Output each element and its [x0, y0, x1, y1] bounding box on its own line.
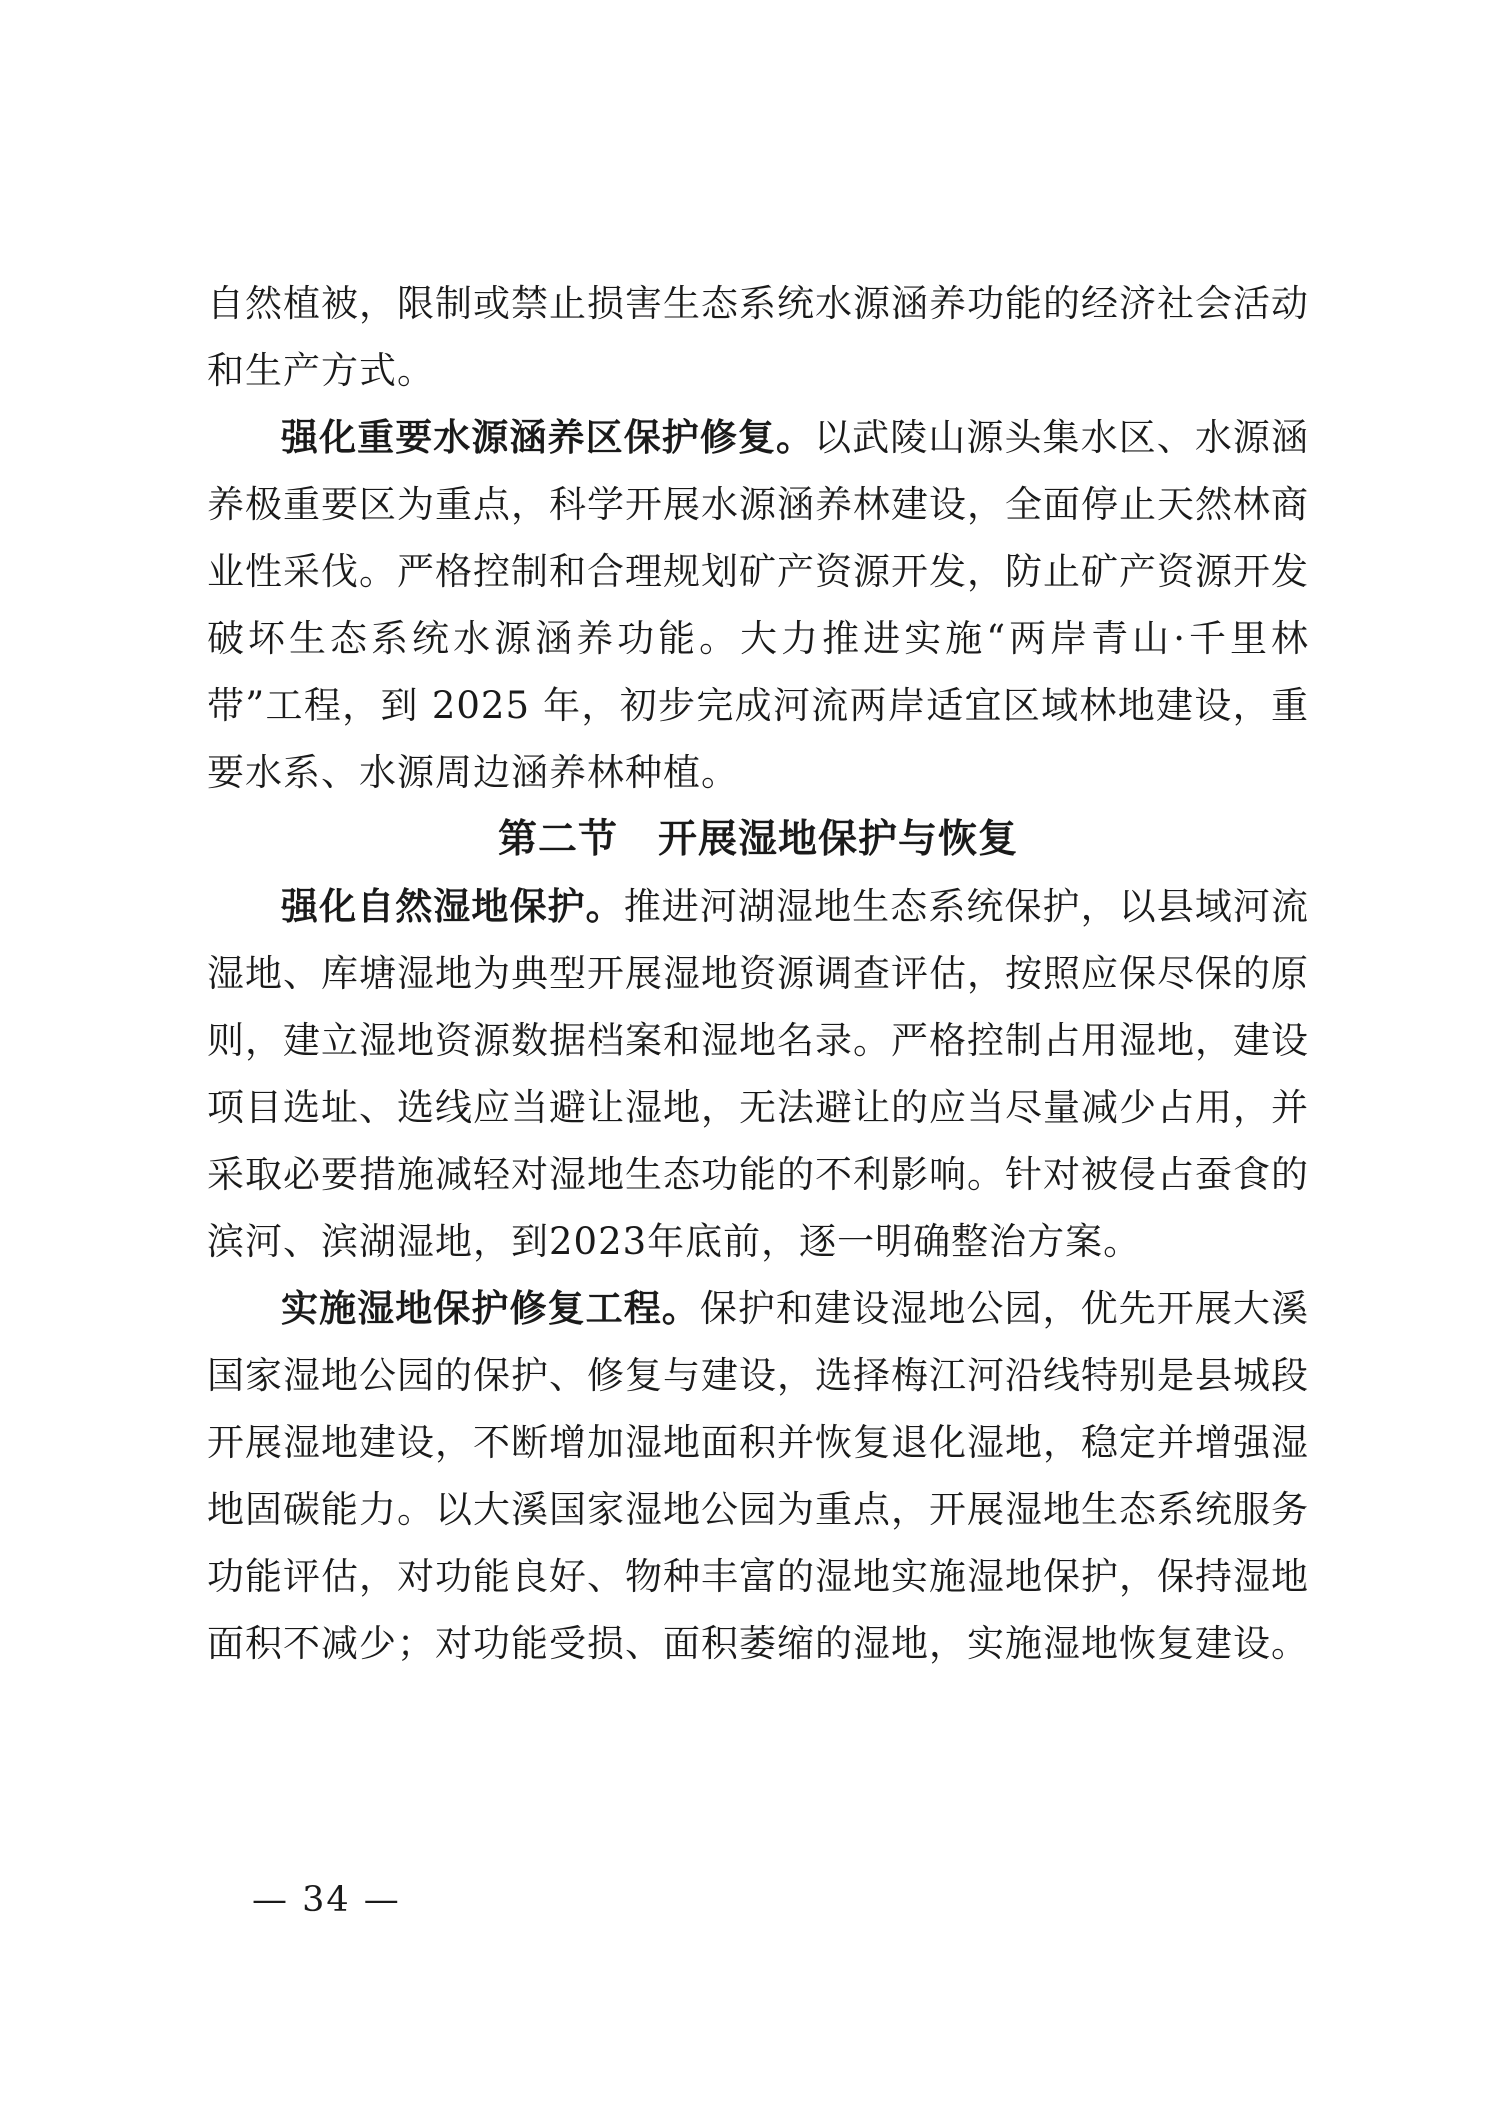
paragraph-natural-wetland-protection — [207, 873, 1309, 1275]
paragraph-water-source-protection — [207, 404, 1309, 806]
paragraph-wetland-restoration-project — [207, 1275, 1309, 1677]
paragraph-text: 以武陵山源头集水区、水源涵养极重要区为重点，科学开展水源涵养林建设，全面停止天然林商业性采伐。严格控制和合理规划矿产资源开发，防止矿产资源开发破坏生态系统水源涵养功能。大力推进实施“两岸青山·千里林带”工程，到 2025 年，初步完成河流两岸适宜区域林地建设，重要水系、水源周边涵养林种植。 — [207, 416, 1310, 794]
paragraph-lead-heading: 强化自然湿地保护。 — [281, 884, 624, 928]
paragraph-text: 保护和建设湿地公园，优先开展大溪国家湿地公园的保护、修复与建设，选择梅江河沿线特别是县城段开展湿地建设，不断增加湿地面积并恢复退化湿地，稳定并增强湿地固碳能力。以大溪国家湿地公园为重点，开展湿地生态系统服务功能评估，对功能良好、物种丰富的湿地实施湿地保护，保持湿地面积不减少；对功能受损、面积萎缩的湿地，实施湿地恢复建设。 — [207, 1287, 1310, 1665]
paragraph-lead-heading: 实施湿地保护修复工程。 — [281, 1286, 700, 1330]
page-number: — 34 — — [252, 1880, 401, 1920]
paragraph-continued — [207, 270, 1309, 404]
section-heading: 第二节 开展湿地保护与恢复 — [497, 817, 1018, 862]
paragraph-lead-heading: 强化重要水源涵养区保护修复。 — [281, 415, 815, 459]
paragraph-text: 自然植被，限制或禁止损害生态系统水源涵养功能的经济社会活动和生产方式。 — [207, 282, 1309, 392]
paragraph-text: 推进河湖湿地生态系统保护，以县域河流湿地、库塘湿地为典型开展湿地资源调查评估，按照应保尽保的原则，建立湿地资源数据档案和湿地名录。严格控制占用湿地，建设项目选址、选线应当避让湿地，无法避让的应当尽量减少占用，并采取必要措施减轻对湿地生态功能的不利影响。针对被侵占蚕食的滨河、滨湖湿地，到2023年底前，逐一明确整治方案。 — [207, 885, 1310, 1263]
page-body — [207, 270, 1309, 1677]
